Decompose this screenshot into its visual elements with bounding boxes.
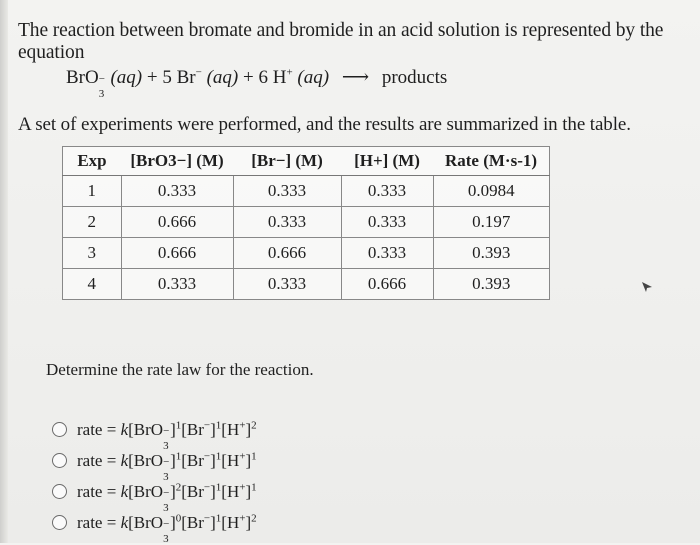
intro-text: The reaction between bromate and bromide in an acid solution is represented by the equation bbox=[18, 20, 664, 63]
cell-bromide: 0.333 bbox=[233, 269, 341, 300]
reaction-equation bbox=[66, 66, 448, 100]
cell-rate: 0.0984 bbox=[433, 176, 550, 207]
option-1-label: rate = k[BrO − 3 ]$^1[Br^-]^1[H^+]^2$ bbox=[77, 418, 257, 452]
table-row bbox=[63, 269, 550, 300]
header-rate: Rate (M·s-1) bbox=[433, 147, 550, 176]
state-aq-1: (aq) bbox=[110, 67, 143, 88]
option-3[interactable] bbox=[52, 476, 257, 514]
radio-button[interactable] bbox=[52, 515, 67, 530]
cell-hydrogen: 0.333 bbox=[341, 176, 433, 207]
cell-bromate: 0.333 bbox=[121, 269, 233, 300]
header-hydrogen: [H+] (M) bbox=[341, 147, 433, 176]
header-bromate: [BrO3−] (M) bbox=[121, 147, 233, 176]
coefficient-bromide: 5 bbox=[162, 67, 172, 88]
radio-button[interactable] bbox=[52, 484, 67, 499]
table-header-row bbox=[63, 147, 550, 176]
option-1[interactable] bbox=[52, 414, 257, 452]
cell-rate: 0.393 bbox=[433, 238, 550, 269]
cell-bromate: 0.333 bbox=[121, 176, 233, 207]
table-row bbox=[63, 238, 550, 269]
cell-hydrogen: 0.333 bbox=[341, 238, 433, 269]
cell-hydrogen: 0.333 bbox=[341, 207, 433, 238]
cell-hydrogen: 0.666 bbox=[341, 269, 433, 300]
bromate-formula: BrO − 3 bbox=[66, 67, 105, 100]
products-label: products bbox=[381, 67, 448, 88]
cell-bromide: 0.333 bbox=[233, 176, 341, 207]
state-aq-2: (aq) bbox=[206, 67, 239, 88]
option-3-label: rate = k[BrO − 3 ]$^2[Br^-]^1[H^+]^1$ bbox=[77, 480, 257, 514]
hydrogen-ion-formula: H+ bbox=[272, 66, 293, 88]
option-4-label: rate = k[BrO − 3 ]$^0[Br^-]^1[H^+]^2$ bbox=[77, 511, 257, 545]
answer-options bbox=[52, 414, 257, 545]
state-aq-3: (aq) bbox=[297, 67, 330, 88]
cell-bromide: 0.333 bbox=[233, 207, 341, 238]
option-2[interactable] bbox=[52, 445, 257, 483]
cell-exp: 3 bbox=[63, 238, 122, 269]
cell-exp: 4 bbox=[63, 269, 122, 300]
cell-exp: 1 bbox=[63, 176, 122, 207]
radio-button[interactable] bbox=[52, 422, 67, 437]
radio-button[interactable] bbox=[52, 453, 67, 468]
header-exp: Exp bbox=[63, 147, 122, 176]
cell-rate: 0.393 bbox=[433, 269, 550, 300]
question-text: Determine the rate law for the reaction. bbox=[46, 360, 314, 379]
plus-sign-2: + bbox=[242, 67, 254, 88]
option-2-label: rate = k[BrO − 3 ]$^1[Br^-]^1[H^+]^1$ bbox=[77, 449, 257, 483]
reaction-arrow: ⟶ bbox=[341, 67, 370, 88]
table-row bbox=[63, 176, 550, 207]
experiment-table bbox=[62, 146, 550, 300]
plus-sign: + bbox=[146, 67, 158, 88]
coefficient-hydrogen: 6 bbox=[258, 67, 268, 88]
header-bromide: [Br−] (M) bbox=[233, 147, 341, 176]
bromide-formula: Br− bbox=[176, 66, 202, 88]
cursor-arrow-icon bbox=[640, 280, 654, 294]
table-row bbox=[63, 207, 550, 238]
cell-bromate: 0.666 bbox=[121, 238, 233, 269]
cell-bromate: 0.666 bbox=[121, 207, 233, 238]
page-edge-shadow bbox=[0, 0, 8, 543]
table-intro-text: A set of experiments were performed, and the results are summarized in the table. bbox=[18, 114, 631, 135]
cell-exp: 2 bbox=[63, 207, 122, 238]
cell-rate: 0.197 bbox=[433, 207, 550, 238]
cell-bromide: 0.666 bbox=[233, 238, 341, 269]
option-4[interactable] bbox=[52, 507, 257, 545]
